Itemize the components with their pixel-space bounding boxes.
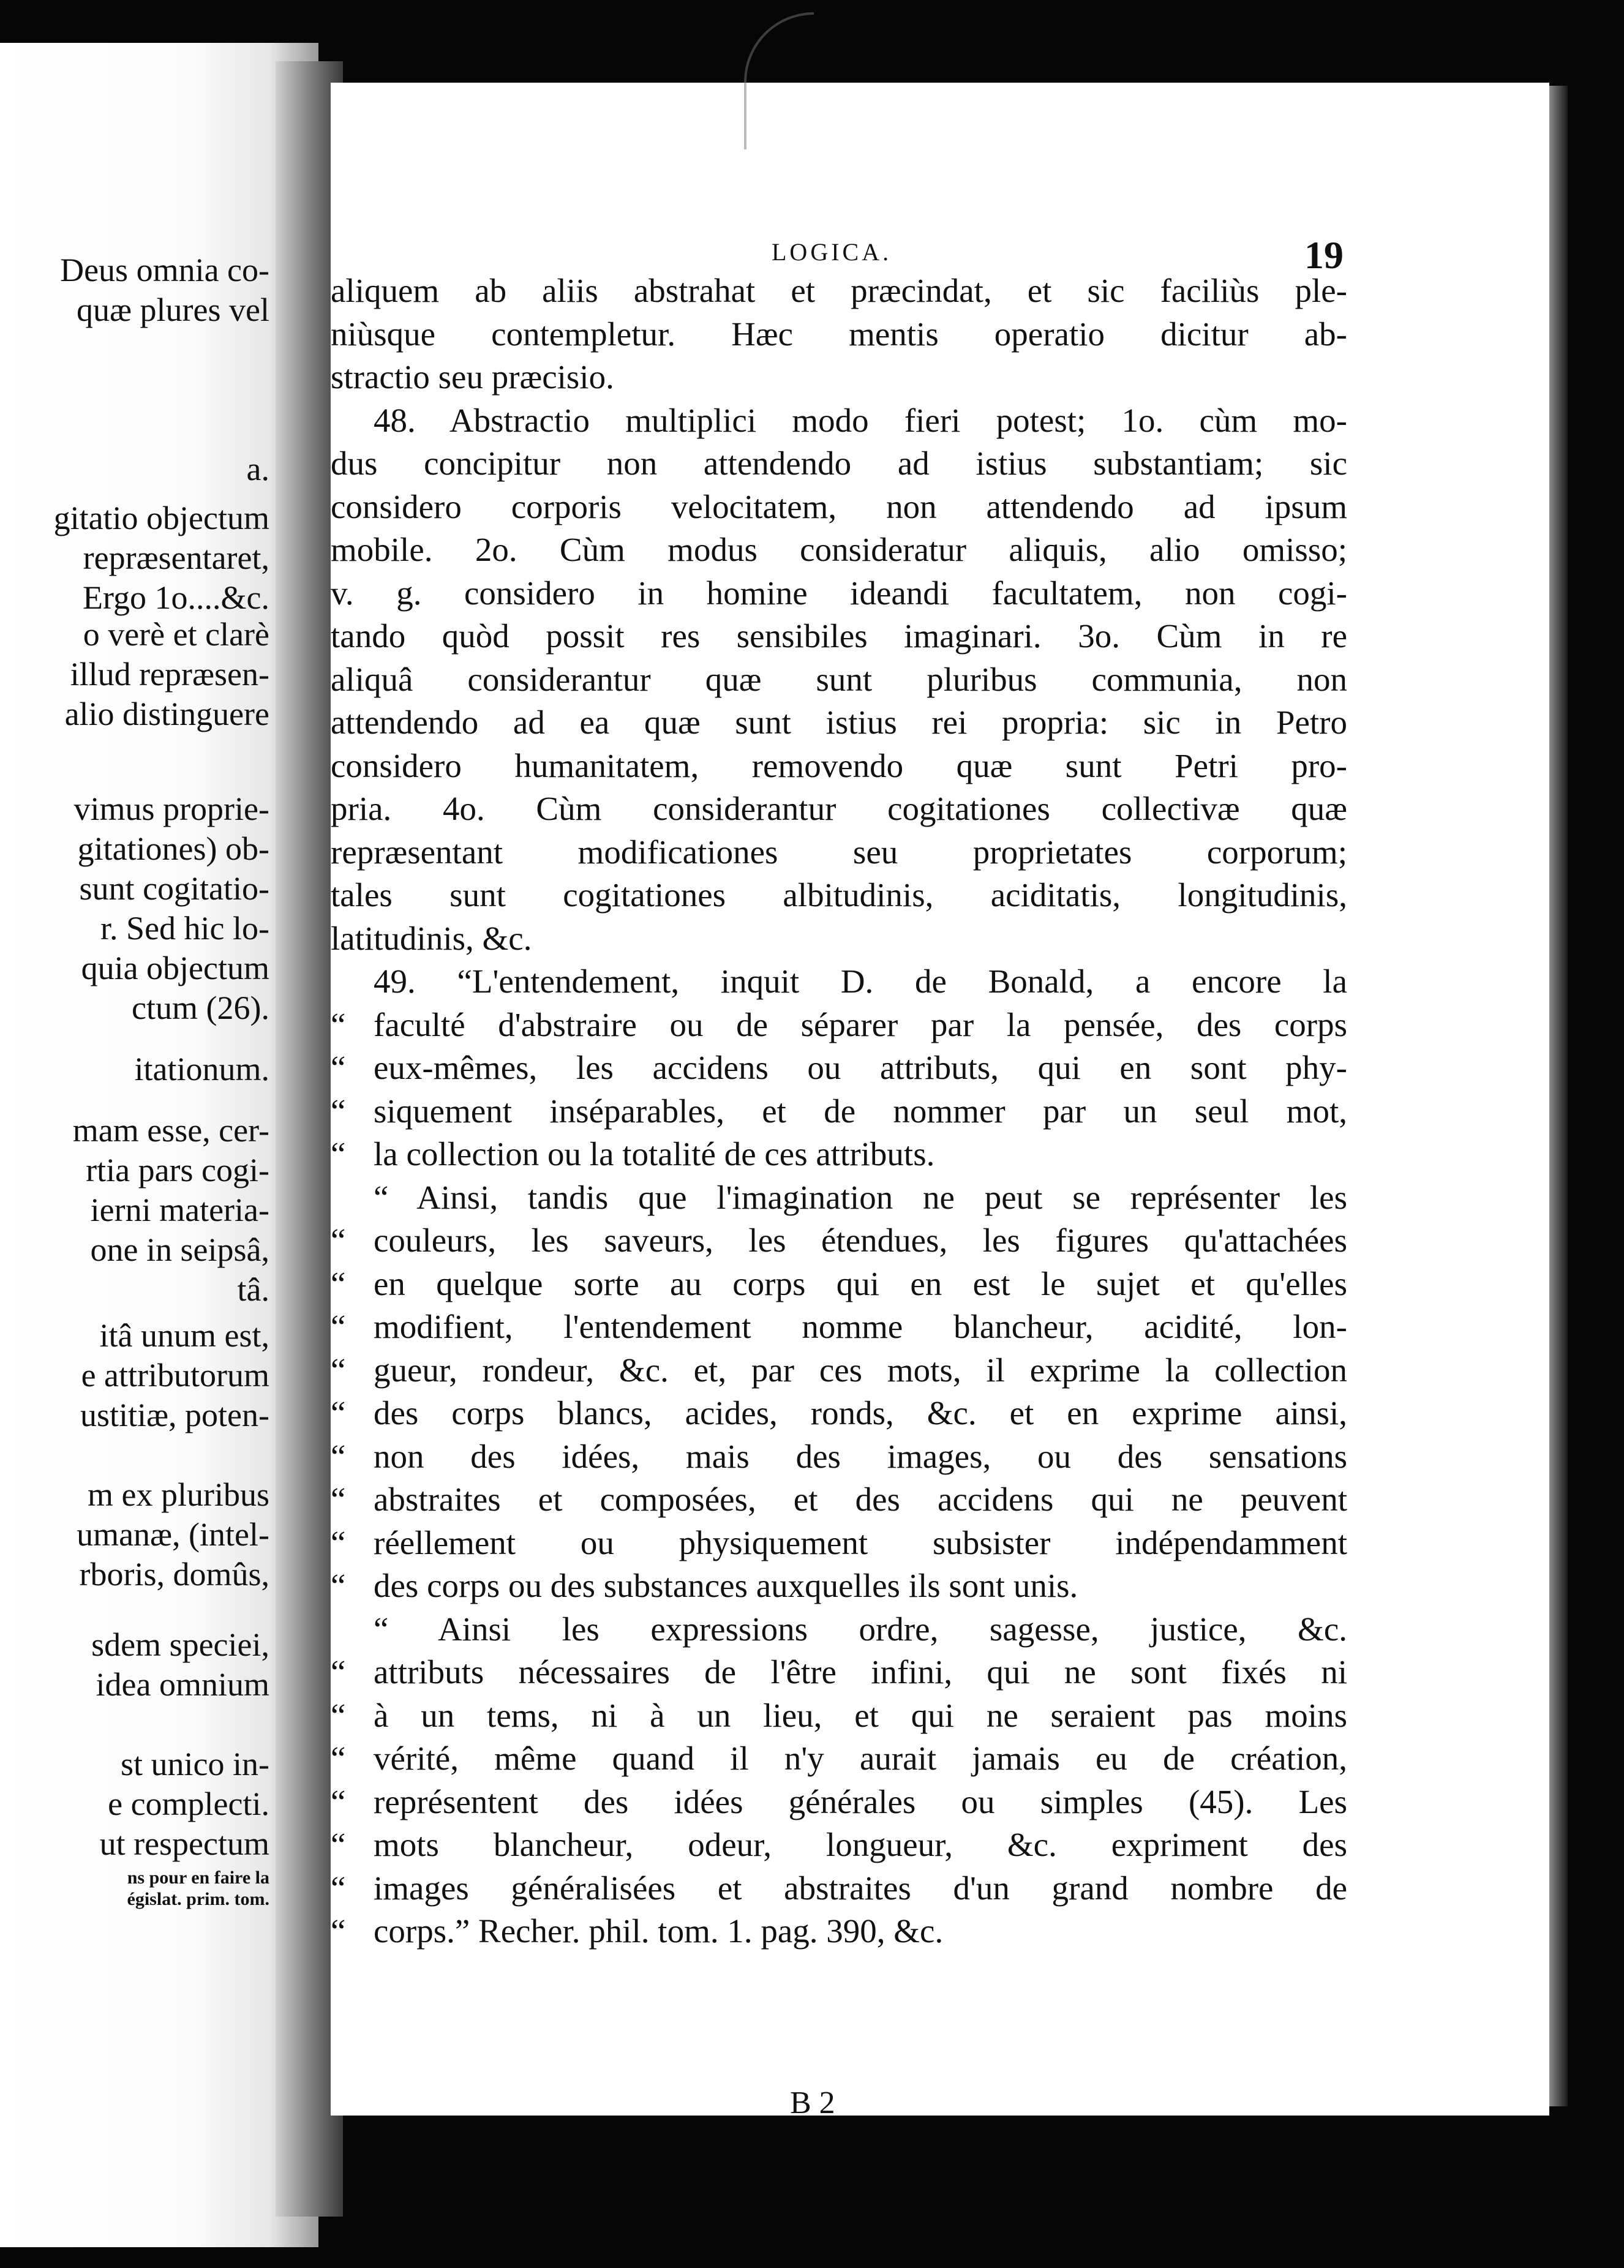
text-line (331, 313, 1347, 356)
left-page-line: Deus omnia co- (60, 252, 269, 288)
text-line-content: représentent des idées générales ou simples (45). Les (374, 1782, 1347, 1820)
text-line-content: attributs nécessaires de l'être infini, qui ne sont fixés ni (374, 1653, 1347, 1691)
text-line-content: siquement inséparables, et de nommer par un seul mot, (374, 1092, 1347, 1130)
right-page (331, 83, 1549, 2116)
text-line (331, 960, 1347, 1004)
text-line-content: mobile. 2o. Cùm modus consideratur aliquis, alio omisso; (331, 531, 1347, 568)
left-page (0, 43, 318, 2247)
left-page-line: rtia pars cogi- (86, 1152, 269, 1188)
page-edge (1549, 86, 1568, 2106)
text-line (331, 442, 1347, 486)
text-line-content: dus concipitur non attendendo ad istius substantiam; sic (331, 445, 1347, 482)
left-page-line: ctum (26). (132, 989, 269, 1026)
text-line (331, 1478, 1347, 1522)
text-line-content: en quelque sorte au corps qui en est le sujet et qu'elles (374, 1264, 1347, 1302)
text-line-content: tales sunt cogitationes albitudinis, aciditatis, longitudinis, (331, 876, 1347, 914)
quote-mark: “ (331, 1092, 346, 1130)
quote-mark: “ (331, 1567, 346, 1604)
text-line (331, 1004, 1347, 1047)
text-line-content: considero corporis velocitatem, non attendendo ad ipsum (331, 487, 1347, 525)
quote-mark: “ (331, 1049, 346, 1086)
text-line (331, 1176, 1347, 1220)
text-line-content: réellement ou physiquement subsister indépendamment (374, 1523, 1347, 1561)
signature-mark: B 2 (790, 2086, 835, 2116)
text-line-content: niùsque contempletur. Hæc mentis operatio dicitur ab- (331, 315, 1347, 353)
text-line-content: abstraites et composées, et des accidens qui ne peuvent (374, 1481, 1347, 1518)
text-line-content: attendendo ad ea quæ sunt istius rei propria: sic in Petro (331, 704, 1347, 741)
quote-mark: “ (331, 1437, 346, 1475)
text-line-content: “ Ainsi, tandis que l'imagination ne peut se représenter les (374, 1178, 1347, 1216)
left-page-line: e complecti. (108, 1785, 269, 1822)
text-line (331, 1781, 1347, 1824)
quote-mark: “ (331, 1869, 346, 1907)
left-page-line: quæ plures vel (77, 291, 269, 328)
text-line-content: pria. 4o. Cùm considerantur cogitationes collectivæ quæ (331, 790, 1347, 827)
film-scratch (744, 12, 814, 149)
left-page-line: ierni materia- (90, 1192, 269, 1228)
text-line (331, 572, 1347, 615)
left-page-line: repræsentaret, (83, 539, 269, 576)
left-page-line: m ex pluribus (88, 1476, 269, 1513)
left-page-line: gitationes) ob- (77, 830, 269, 867)
left-page-footnote: égislat. prim. tom. (127, 1889, 269, 1909)
text-line (331, 1608, 1347, 1651)
text-line (331, 701, 1347, 745)
quote-mark: “ (331, 1740, 346, 1777)
text-line (331, 658, 1347, 702)
text-line (331, 1133, 1347, 1176)
quote-mark: “ (331, 1222, 346, 1259)
text-line (331, 831, 1347, 874)
text-line-content: tando quòd possit res sensibiles imaginari. 3o. Cùm in re (331, 617, 1347, 655)
left-page-line: illud repræsen- (70, 656, 269, 693)
text-line (331, 486, 1347, 529)
text-line (331, 1349, 1347, 1392)
text-line (331, 528, 1347, 572)
text-line (331, 399, 1347, 443)
left-page-line: a. (246, 451, 269, 487)
left-page-line: r. Sed hic lo- (100, 910, 269, 947)
text-line-content: images généralisées et abstraites d'un grand nombre de (374, 1869, 1347, 1907)
left-page-line: st unico in- (121, 1746, 269, 1782)
text-line-content: “ Ainsi les expressions ordre, sagesse, justice, &c. (374, 1610, 1347, 1648)
left-page-line: ut respectum (99, 1825, 269, 1862)
left-page-line: o verè et clarè (83, 616, 269, 653)
left-page-line: itâ unum est, (99, 1317, 269, 1354)
text-line-content: non des idées, mais des images, ou des sensations (374, 1437, 1347, 1475)
left-page-line: alio distinguere (64, 696, 269, 732)
quote-mark: “ (331, 1912, 346, 1950)
quote-mark: “ (331, 1481, 346, 1518)
text-line-content: repræsentant modificationes seu proprietates corporum; (331, 833, 1347, 871)
quote-mark: “ (331, 1005, 346, 1043)
left-page-line: sdem speciei, (91, 1626, 269, 1663)
text-line-content: latitudinis, &c. (331, 919, 532, 957)
text-line (331, 615, 1347, 658)
quote-mark: “ (331, 1826, 346, 1863)
text-line (331, 1435, 1347, 1479)
text-line-content: des corps ou des substances auxquelles ils sont unis. (374, 1567, 1078, 1604)
quote-mark: “ (331, 1264, 346, 1302)
text-line-content: vérité, même quand il n'y aurait jamais eu de création, (374, 1740, 1347, 1777)
left-page-line: mam esse, cer- (72, 1112, 269, 1149)
body-text (331, 269, 1347, 1953)
left-page-line: gitatio objectum (53, 500, 269, 536)
left-page-line: vimus proprie- (73, 790, 269, 827)
text-line-content: mots blancheur, odeur, longueur, &c. expriment des (374, 1826, 1347, 1863)
text-line-content: corps.” Recher. phil. tom. 1. pag. 390, &c. (374, 1912, 944, 1950)
text-line-content: aliquâ considerantur quæ sunt pluribus communia, non (331, 660, 1347, 698)
text-line-content: des corps blancs, acides, ronds, &c. et en exprime ainsi, (374, 1394, 1347, 1432)
text-line (331, 1219, 1347, 1263)
quote-mark: “ (331, 1696, 346, 1734)
text-line-content: faculté d'abstraire ou de séparer par la pensée, des corps (374, 1005, 1347, 1043)
text-line (331, 1564, 1347, 1608)
text-line (331, 1694, 1347, 1738)
text-line (331, 1392, 1347, 1435)
quote-mark: “ (331, 1135, 346, 1173)
quote-mark: “ (331, 1351, 346, 1389)
text-line-content: v. g. considero in homine ideandi facultatem, non cogi- (331, 574, 1347, 612)
quote-mark: “ (331, 1523, 346, 1561)
text-line-content: 49. “L'entendement, inquit D. de Bonald, a encore la (374, 963, 1347, 1000)
text-line (331, 1737, 1347, 1781)
left-page-line: umanæ, (intel- (77, 1516, 269, 1553)
text-line (331, 1910, 1347, 1953)
page-number: 19 (1304, 233, 1344, 277)
text-line-content: eux-mêmes, les accidens ou attributs, qui en sont phy- (374, 1049, 1347, 1086)
text-line (331, 1651, 1347, 1694)
text-line-content: gueur, rondeur, &c. et, par ces mots, il exprime la collection (374, 1351, 1347, 1389)
quote-mark: “ (331, 1394, 346, 1432)
text-line (331, 1867, 1347, 1910)
quote-mark: “ (331, 1308, 346, 1345)
text-line-content: 48. Abstractio multiplici modo fieri potest; 1o. cùm mo- (374, 401, 1347, 439)
text-line-content: couleurs, les saveurs, les étendues, les figures qu'attachées (374, 1222, 1347, 1259)
text-line-content: la collection ou la totalité de ces attributs. (374, 1135, 935, 1173)
text-line (331, 1522, 1347, 1565)
text-line (331, 1305, 1347, 1349)
text-line (331, 269, 1347, 313)
left-page-footnote: ns pour en faire la (127, 1868, 269, 1888)
running-title: LOGICA. (772, 238, 892, 266)
left-page-line: sunt cogitatio- (79, 870, 269, 907)
text-line-content: à un tems, ni à un lieu, et qui ne seraient pas moins (374, 1696, 1347, 1734)
text-line (331, 1090, 1347, 1133)
text-line (331, 1046, 1347, 1090)
text-line (331, 874, 1347, 917)
left-page-line: e attributorum (81, 1357, 269, 1394)
left-page-line: one in seipsâ, (90, 1231, 269, 1268)
text-line (331, 787, 1347, 831)
text-line (331, 745, 1347, 788)
left-page-line: itationum. (134, 1051, 269, 1087)
text-line (331, 1263, 1347, 1306)
text-line (331, 1823, 1347, 1867)
text-line (331, 917, 1347, 961)
left-page-line: rboris, domûs, (79, 1556, 269, 1593)
left-page-line: quia objectum (81, 950, 269, 986)
text-line-content: aliquem ab aliis abstrahat et præcindat, et sic faciliùs ple- (331, 272, 1347, 309)
left-page-line: tâ. (237, 1271, 269, 1308)
text-line (331, 356, 1347, 399)
text-line-content: modifient, l'entendement nomme blancheur, acidité, lon- (374, 1308, 1347, 1345)
text-line-content: considero humanitatem, removendo quæ sunt Petri pro- (331, 746, 1347, 784)
text-line-content: stractio seu præcisio. (331, 358, 614, 396)
left-page-line: ustitiæ, poten- (80, 1397, 269, 1433)
left-page-line: idea omnium (96, 1666, 269, 1703)
left-page-line: Ergo 1o....&c. (83, 579, 269, 616)
quote-mark: “ (331, 1782, 346, 1820)
quote-mark: “ (331, 1653, 346, 1691)
